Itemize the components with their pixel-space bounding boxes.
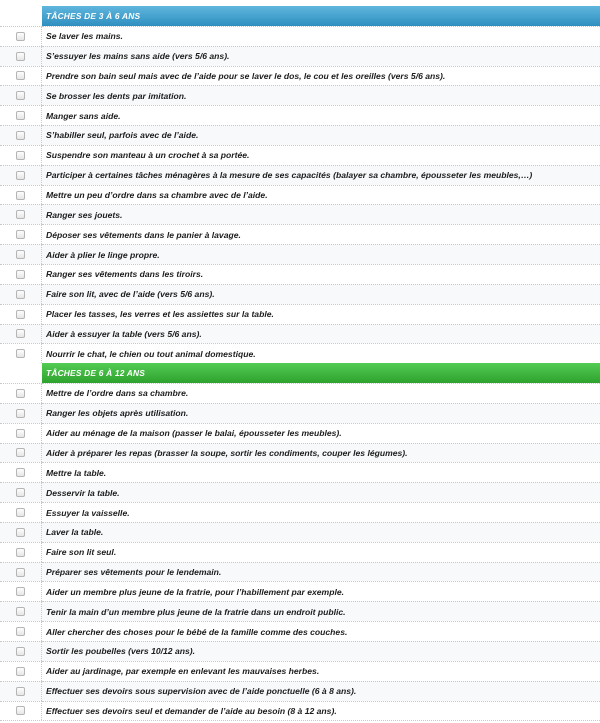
task-checkbox[interactable] (16, 131, 25, 140)
table-bottom-border (0, 720, 600, 721)
checkbox-cell (0, 244, 42, 264)
task-row (0, 224, 600, 244)
task-row (0, 304, 600, 324)
task-row (0, 443, 600, 463)
section-header (0, 363, 600, 383)
task-row (0, 125, 600, 145)
checkbox-cell (0, 284, 42, 304)
task-label: Essuyer la vaisselle. (42, 502, 600, 522)
task-row (0, 185, 600, 205)
checkbox-cell (0, 661, 42, 681)
task-label: Se brosser les dents par imitation. (42, 85, 600, 105)
checkbox-cell (0, 641, 42, 661)
task-checkbox[interactable] (16, 627, 25, 636)
task-row (0, 343, 600, 363)
task-checkbox[interactable] (16, 151, 25, 160)
checkbox-cell (0, 85, 42, 105)
task-checkbox[interactable] (16, 210, 25, 219)
checkbox-cell (0, 204, 42, 224)
task-row (0, 145, 600, 165)
checkbox-cell (0, 185, 42, 205)
task-row (0, 244, 600, 264)
task-checkbox[interactable] (16, 429, 25, 438)
task-row (0, 26, 600, 46)
task-row (0, 562, 600, 582)
task-label: Sortir les poubelles (vers 10/12 ans). (42, 641, 600, 661)
checkbox-cell (0, 324, 42, 344)
task-label: Placer les tasses, les verres et les assiettes sur la table. (42, 304, 600, 324)
task-label: Mettre de l’ordre dans sa chambre. (42, 383, 600, 403)
task-checkbox[interactable] (16, 607, 25, 616)
task-checkbox[interactable] (16, 191, 25, 200)
task-row (0, 661, 600, 681)
checkbox-cell (0, 105, 42, 125)
checkbox-cell (0, 46, 42, 66)
checkbox-cell (0, 681, 42, 701)
section-title: TÂCHES DE 6 À 12 ANS (42, 363, 600, 383)
task-row (0, 204, 600, 224)
task-row (0, 264, 600, 284)
task-label: Se laver les mains. (42, 26, 600, 46)
task-label: Suspendre son manteau à un crochet à sa portée. (42, 145, 600, 165)
task-checkbox[interactable] (16, 52, 25, 61)
task-row (0, 324, 600, 344)
checkbox-cell (0, 403, 42, 423)
task-label: Ranger ses vêtements dans les tiroirs. (42, 264, 600, 284)
checkbox-cell (0, 522, 42, 542)
task-label: Préparer ses vêtements pour le lendemain. (42, 562, 600, 582)
task-row (0, 601, 600, 621)
task-checkbox[interactable] (16, 111, 25, 120)
task-checkbox[interactable] (16, 706, 25, 715)
task-label: Aider à préparer les repas (brasser la soupe, sortir les condiments, couper les légumes). (42, 443, 600, 463)
task-label: Ranger les objets après utilisation. (42, 403, 600, 423)
checkbox-cell (0, 145, 42, 165)
task-checkbox[interactable] (16, 587, 25, 596)
task-row (0, 641, 600, 661)
task-checkbox[interactable] (16, 568, 25, 577)
task-label: Mettre la table. (42, 462, 600, 482)
task-label: Prendre son bain seul mais avec de l’aide pour se laver le dos, le cou et les oreilles (vers 5/6 ans). (42, 66, 600, 86)
checkbox-cell (0, 224, 42, 244)
task-checkbox[interactable] (16, 548, 25, 557)
header-spacer (0, 6, 42, 26)
checkbox-cell (0, 621, 42, 641)
task-label: Nourrir le chat, le chien ou tout animal domestique. (42, 343, 600, 363)
checkbox-cell (0, 304, 42, 324)
checkbox-cell (0, 443, 42, 463)
section-title: TÂCHES DE 3 À 6 ANS (42, 6, 600, 26)
task-row (0, 502, 600, 522)
checkbox-cell (0, 701, 42, 721)
task-row (0, 66, 600, 86)
task-row (0, 85, 600, 105)
task-label: Aider à plier le linge propre. (42, 244, 600, 264)
task-label: Effectuer ses devoirs sous supervision avec de l’aide ponctuelle (6 à 8 ans). (42, 681, 600, 701)
task-label: Faire son lit seul. (42, 542, 600, 562)
task-label: Tenir la main d’un membre plus jeune de la fratrie dans un endroit public. (42, 601, 600, 621)
checkbox-cell (0, 165, 42, 185)
task-checkbox[interactable] (16, 528, 25, 537)
task-row (0, 621, 600, 641)
task-row (0, 681, 600, 701)
task-checkbox[interactable] (16, 290, 25, 299)
task-label: S’habiller seul, parfois avec de l’aide. (42, 125, 600, 145)
task-row (0, 581, 600, 601)
task-checkbox[interactable] (16, 508, 25, 517)
task-checkbox[interactable] (16, 250, 25, 259)
task-checkbox[interactable] (16, 488, 25, 497)
checkbox-cell (0, 482, 42, 502)
task-label: Aider à essuyer la table (vers 5/6 ans). (42, 324, 600, 344)
task-checkbox[interactable] (16, 647, 25, 656)
task-checkbox[interactable] (16, 71, 25, 80)
task-label: Effectuer ses devoirs seul et demander de l’aide au besoin (8 à 12 ans). (42, 701, 600, 721)
header-spacer (0, 363, 42, 383)
task-label: Ranger ses jouets. (42, 204, 600, 224)
checkbox-cell (0, 562, 42, 582)
checkbox-cell (0, 542, 42, 562)
task-checkbox[interactable] (16, 687, 25, 696)
task-label: Faire son lit, avec de l’aide (vers 5/6 ans). (42, 284, 600, 304)
task-label: Aider au ménage de la maison (passer le balai, épousseter les meubles). (42, 423, 600, 443)
task-label: Manger sans aide. (42, 105, 600, 125)
task-label: Desservir la table. (42, 482, 600, 502)
task-label: S’essuyer les mains sans aide (vers 5/6 ans). (42, 46, 600, 66)
checkbox-cell (0, 26, 42, 46)
task-checkbox[interactable] (16, 329, 25, 338)
task-row (0, 284, 600, 304)
task-row (0, 522, 600, 542)
checkbox-cell (0, 343, 42, 363)
task-label: Participer à certaines tâches ménagères à la mesure de ses capacités (balayer sa chambre, épousseter les meubles,…) (42, 165, 600, 185)
checkbox-cell (0, 423, 42, 443)
task-row (0, 46, 600, 66)
task-checkbox[interactable] (16, 448, 25, 457)
checkbox-cell (0, 125, 42, 145)
task-checkbox[interactable] (16, 171, 25, 180)
task-label: Mettre un peu d’ordre dans sa chambre avec de l’aide. (42, 185, 600, 205)
task-checkbox[interactable] (16, 32, 25, 41)
task-row (0, 403, 600, 423)
task-row (0, 701, 600, 721)
task-checkbox[interactable] (16, 230, 25, 239)
task-checkbox[interactable] (16, 409, 25, 418)
task-label: Aider un membre plus jeune de la fratrie, pour l’habillement par exemple. (42, 581, 600, 601)
checkbox-cell (0, 66, 42, 86)
task-label: Déposer ses vêtements dans le panier à lavage. (42, 224, 600, 244)
task-row (0, 482, 600, 502)
checkbox-cell (0, 462, 42, 482)
checkbox-cell (0, 383, 42, 403)
task-checkbox[interactable] (16, 270, 25, 279)
task-row (0, 165, 600, 185)
checkbox-cell (0, 264, 42, 284)
task-checkbox[interactable] (16, 667, 25, 676)
checkbox-cell (0, 502, 42, 522)
task-row (0, 105, 600, 125)
task-label: Laver la table. (42, 522, 600, 542)
task-row (0, 542, 600, 562)
task-row (0, 423, 600, 443)
task-label: Aider au jardinage, par exemple en enlevant les mauvaises herbes. (42, 661, 600, 681)
task-checkbox[interactable] (16, 91, 25, 100)
task-checkbox[interactable] (16, 389, 25, 398)
task-checkbox[interactable] (16, 310, 25, 319)
task-label: Aller chercher des choses pour le bébé de la famille comme des couches. (42, 621, 600, 641)
task-row (0, 462, 600, 482)
task-checkbox[interactable] (16, 349, 25, 358)
checkbox-cell (0, 581, 42, 601)
checkbox-cell (0, 601, 42, 621)
task-checkbox[interactable] (16, 468, 25, 477)
section-header (0, 6, 600, 26)
task-row (0, 383, 600, 403)
